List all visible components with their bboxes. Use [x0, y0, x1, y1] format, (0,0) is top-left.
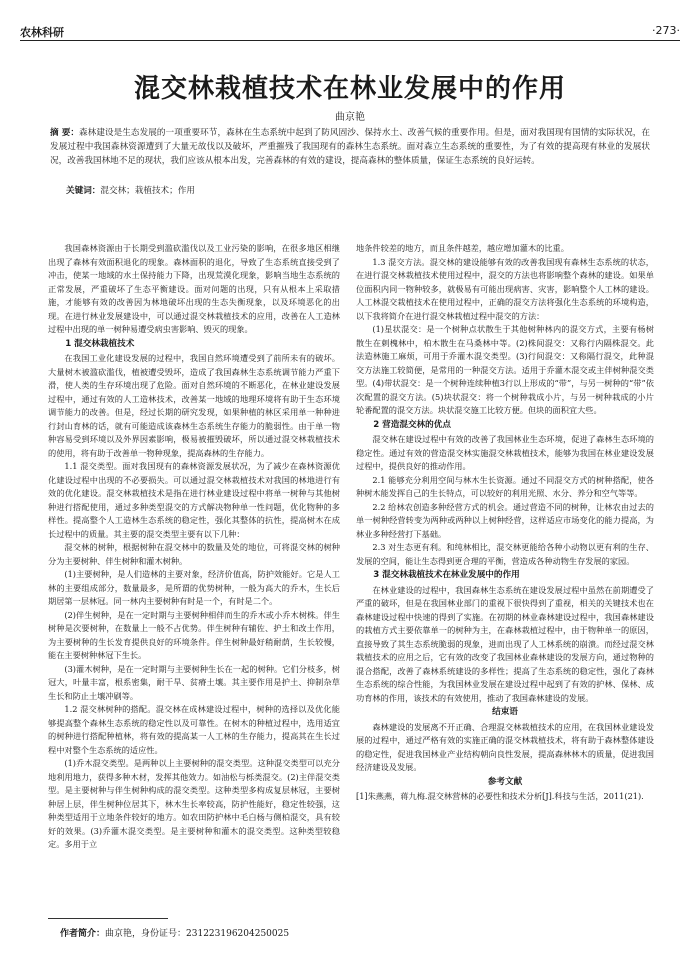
left-column [48, 242, 340, 907]
body-paragraph: 1.2 混交林树种的搭配。混交林在成林建设过程中，树种的选择以及优化能够提高整个森林生态系统的稳定性以及可靠性。在树木的种植过程中，选用适宜的树种进行搭配种植林，将有效的提高某一人工林的生存能力，提高其在生长过程中对整个生态系统的适应性。 [48, 704, 340, 755]
body-paragraph: (1)星状混交：是一个树种点状散生于其他树种林内的混交方式，主要有杨树散生在刺槐林中，柏木散生在马桑林中等。(2)株间混交：又称行内隔株混交。此法造林施工麻烦，可用于乔灌木混交类型。(3)行间混交：又称隔行混交，此种混交方法施工较简便，是常用的一种混交方法。适用于乔灌木混交或主伴树种混交类型。(4)带状混交：是一个树种连续种植3行以上形成的“带”，与另一树种的“带”依次配置的混交方法。(5)块状混交：将一个树种栽成小片，与另一树种栽成的小片轮番配置的混交方法。块状混交施工比较方便。但块的面积宜大些。 [356, 324, 654, 415]
page-number: ·273· [652, 24, 680, 37]
abstract-label: 摘 要： [50, 128, 80, 138]
body-paragraph: (2)伴生树种，是在一定时期与主要树种相伴而生的乔木或小乔木树株。伴生树种是次要树种，在数量上一般不占优势。伴生树种有辅佐、护土和改土作用，为主要树种的生长发育提供良好的环境条件。伴生树种最好稍耐荫，生长较慢，能在主要树种林冠下生长。 [48, 609, 340, 660]
author-footnote [60, 926, 289, 939]
body-paragraph: (1)乔木混交类型。是两种以上主要树种的混交类型。这种混交类型可以充分地利用地力，获得多种木材，发挥其他效力。如油松与栎类混交。(2)主伴混交类型。是主要树种与伴生树种构成的混交类型。这种类型多构成复层林冠，主要树种居上层，伴生树种位居其下，林木生长率较高，防护性能好，稳定性较强，这种类型适用于立地条件较好的地方。如农田防护林中毛白杨与侧柏混交，具有较好的效果。(3)乔灌木混交类型。是主要树种和灌木的混交类型。这种类型较稳定。多用于立 [48, 758, 340, 849]
section-heading: 1 混交林栽植技术 [65, 338, 135, 349]
article-title: 混交林栽植技术在林业发展中的作用 [133, 74, 566, 104]
body-paragraph: 1.1 混交类型。面对我国现有的森林资源发展状况，为了减少在森林资源优化建设过程中出现的不必要损失。可以通过混交林栽植技术对我国的林地进行有效的优化建设。混交林栽植技术是指在进行林业建设过程中将单一树种与其他树种进行搭配使用，通过多种类型混交的方式解决物种单一性问题，优化物种的多样性。提高整个人工造林生态系统的稳定性，强化其整体的抗性，提高树木在成长过程中的质量。其主要的混交类型主要有以下几种： [48, 461, 340, 539]
keywords-text: 混交林；栽植技术；作用 [100, 186, 195, 196]
header-rule [20, 40, 680, 41]
body-paragraph: (3)灌木树种，是在一定时期与主要树种生长在一起的树种。它们分枝多，树冠大，叶量丰富，根系密集，耐干旱、贫瘠土壤。其主要作用是护土、抑制杂草生长和防止土壤冲刷等。 [48, 663, 340, 701]
body-paragraph: 混交林在建设过程中有效的改善了我国林业生态环境，促进了森林生态环境的稳定性。通过有效的营造混交林实施混交林栽植技术，能够为我国在林业建设发展过程中，提供良好的推动作用。 [356, 434, 654, 471]
keywords-label: 关键词： [66, 186, 101, 196]
body-paragraph: 森林建设的发展离不开正确、合理混交林栽植技术的应用，在我国林业建设发展的过程中，通过严格有效的实施正确的混交林栽植技术，将有助于森林整体建设的稳定性，促进我国林业产业结构朝向良性发展，提高森林林木的质量，促进我国经济建设及发展。 [356, 721, 654, 772]
body-paragraph: 在林业建设的过程中，我国森林生态系统在建设发展过程中虽然在前期遭受了严重的破坏，但是在我国林业部门的重视下很快得到了重视，相关的关键技术也在森林建设过程中快速的得到了实施。在初期的林业森林建设过程中，我国森林建设的栽植方式主要依靠单一的树种为主，在森林栽植过程中，由于物种单一的原因，直接导致了其生态系统脆弱的现象，进而出现了人工林系统的崩溃。而经过混交林栽植技术的应用之后，它有效的改变了我国林业森林建设的发展方向，通过物种的混合搭配，改善了森林系统建设的多样性；提高了生态系统的稳定性，强化了森林生态系统的综合性能，为我国林业发展在建设过程中起到了有效的护林、保林、成功育林的作用，该技术的有效使用，推动了我国森林建设的发展。 [356, 584, 654, 703]
body-paragraph: 地条件较差的地方，而且条件越差，越应增加灌木的比重。 [356, 243, 569, 253]
right-column [356, 242, 654, 907]
footnote-text: 曲京艳，身份证号：231223196204250025 [105, 929, 290, 939]
abstract [50, 126, 650, 168]
section-heading: 3 混交林栽植技术在林业发展中的作用 [373, 570, 520, 580]
section-heading: 2 营造混交林的优点 [373, 419, 451, 430]
section-heading: 结束语 [492, 707, 518, 717]
footnote-label: 作者简介： [60, 929, 106, 939]
body-paragraph: 我国森林资源由于长期受到滥砍滥伐以及工业污染的影响，在很多地区相继出现了森林有效面积退化的现象。森林面积的退化，导致了生态系统直接受到了冲击，使某一地域的水土保持能力下降，出现荒漠化现象，影响当地生态系统的正常发展，严重破坏了生态平衡建设。面对问题的出现，只有从根本上采取措施，才能够有效的改善因为林地破坏出现的生态失衡现象，以及环境恶化的出现。在进行林业发展建设中，可以通过混交林栽植技术的应用，改善在人工造林过程中出现的单一树种易遭受病虫害影响、毁灭的现象。 [48, 243, 340, 334]
footnote-rule [48, 918, 168, 919]
running-header [20, 22, 680, 38]
article-author: 曲京艳 [335, 112, 365, 123]
body-paragraph: 2.1 能够充分利用空间与林木生长资源。通过不同混交方式的树种搭配，使各种树木能发挥自己的生长特点，可以较好的利用光照、水分、养分和空气等等。 [356, 474, 654, 498]
body-paragraph: 2.3 对生态更有利。和纯林相比，混交林更能给各种小动物以更有利的生存、发展的空间，能让生态得到更合理的平衡，营造成各种动物生存发展的家园。 [356, 542, 654, 566]
journal-name: 农林科研 [20, 26, 64, 39]
reference-entry: [1]朱燕燕，蒋九梅.混交林营林的必要性和技术分析[J].科技与生活，2011(21). [356, 791, 644, 801]
section-heading: 参考文献 [487, 776, 523, 787]
body-paragraph: 2.2 给林农创造多种经营方式的机会。通过营造不同的树种，让林农由过去的单一树种经营转变为两种或两种以上树种经营，这样适应市场变化的能力提高，为林业多种经营打下基础。 [356, 501, 654, 539]
body-paragraph: 混交林的树种，根据树种在混交林中的数量及处的地位，可将混交林的树种分为主要树种、伴生树种和灌木树种。 [48, 542, 340, 566]
body-paragraph: 1.3 混交方法。混交林的建设能够有效的改善我国现有森林生态系统的状态，在进行混交林栽植技术使用过程中，混交的方法也将影响整个森林的建设。如果单位面积内同一物种较多，就极易有可能出现病害、灾害，影响整个人工林的建设。人工林混交栽植技术在使用过程中，正确的混交方法将强化生态系统的环境构造，以下我将简介在进行混交林栽植过程中混交的方法： [356, 256, 654, 321]
body-paragraph: 在我国工业化建设发展的过程中，我国自然环境遭受到了前所未有的破坏。大量树木被滥砍滥伐，植被遭受毁坏，造成了我国森林生态系统调节能力严重下滑，使人类的生存环境出现了危险。面对自然环境的不断恶化，在林业建设发展过程中，通过有效的人工造林技术，改善某一地域的地理环境将有助于生态环境调节能力的改善。但是，经过长期的研究发现，如果种植的林区采用单一种种进行封山育林的话，就有可能造成该森林生态系统生存能力的脆弱性。由于单一物种容易受到环境以及外界因素影响，极易被摧毁破坏，所以通过混交林栽植技术的使用，将有助于改善单一物种现象，提高森林的生存能力。 [48, 353, 340, 458]
keywords [66, 184, 650, 196]
abstract-text: 森林建设是生态发展的一项重要环节，森林在生态系统中起到了防风固沙、保持水土、改善气候的重要作用。但是，面对我国现有国情的实际状况，在发展过程中我国森林资源遭到了大量无故伐以及破坏，严重摧残了我国现有的森林生态系统。面对森立生态系统的重要性，为了有效的提高现有林业的发展状况，改善我国林地不足的现状，我们应该从根本出发，完善森林的有效的建设，提高森林的整体质量，保证生态系统的良好运转。 [50, 128, 650, 166]
body-paragraph: (1)主要树种，是人们造林的主要对象，经济价值高，防护效能好。它是人工林的主要组成部分，数量最多，是所谓的优势树种，一般为高大的乔木，生长后期居第一层林冠。同一林内主要树种有时是一个，有时是二个。 [48, 569, 340, 606]
